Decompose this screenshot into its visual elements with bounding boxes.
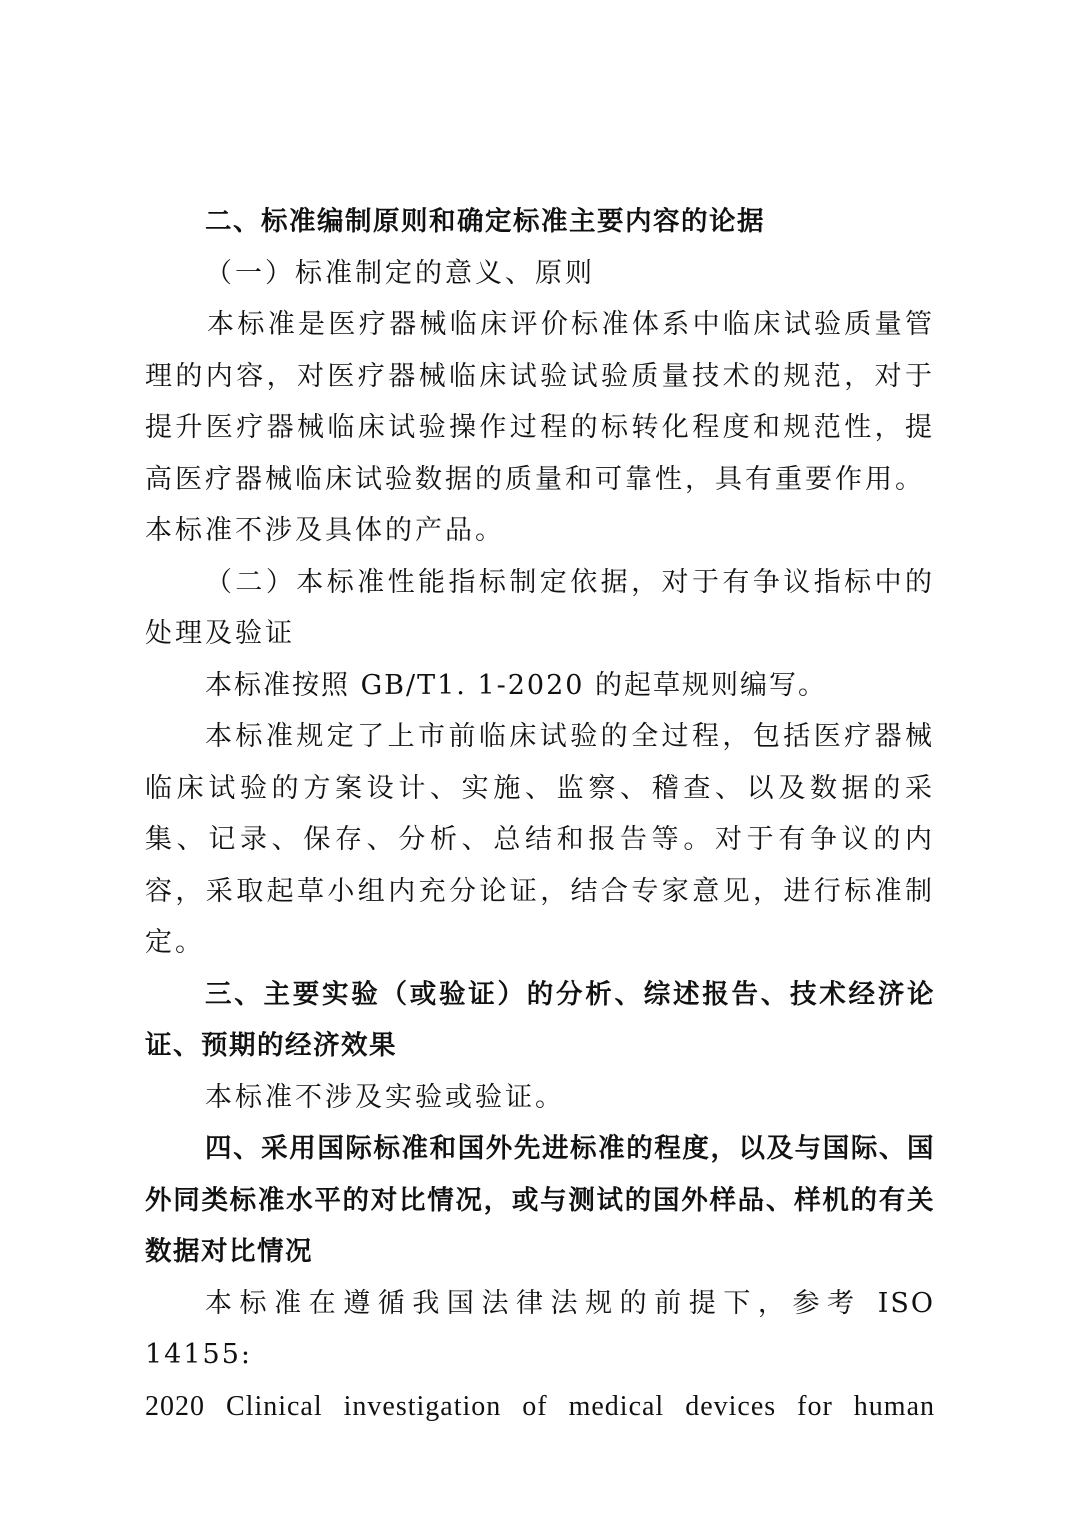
body-paragraph: 本标准规定了上市前临床试验的全过程，包括医疗器械临床试验的方案设计、实施、监察、稽查、以及数据的采集、记录、保存、分析、总结和报告等。对于有争议的内容，采取起草小组内充分论证，结合专家意见，进行标准制定。 bbox=[145, 721, 935, 958]
body-paragraph: 本标准是医疗器械临床评价标准体系中临床试验质量管理的内容，对医疗器械临床试验试验质量技术的规范，对于提升医疗器械临床试验操作过程的标转化程度和规范性，提高医疗器械临床试验数据的质量和可靠性，具有重要作用。 bbox=[145, 309, 935, 495]
body-paragraph: 本标准不涉及实验或验证。 bbox=[205, 1081, 565, 1113]
section-heading: 三、主要实验（或验证）的分析、综述报告、技术经济论证、预期的经济效果 bbox=[145, 978, 935, 1061]
section-heading: 四、采用国际标准和国外先进标准的程度，以及与国际、国外同类标准水平的对比情况，或与测试的国外样品、样机的有关数据对比情况 bbox=[145, 1133, 935, 1267]
body-paragraph-continuation: 2020 Clinical investigation of medical devices for human bbox=[145, 1390, 935, 1422]
subsection-heading: （二）本标准性能指标制定依据，对于有争议指标中的处理及验证 bbox=[145, 566, 935, 649]
body-paragraph: 本标准按照 GB/T1. 1-2020 的起草规则编写。 bbox=[205, 669, 828, 701]
document-body bbox=[145, 196, 935, 1432]
body-paragraph: 本标准在遵循我国法律法规的前提下，参考 ISO 14155: bbox=[145, 1287, 935, 1370]
section-heading: 二、标准编制原则和确定标准主要内容的论据 bbox=[205, 206, 765, 237]
subsection-heading: （一）标准制定的意义、原则 bbox=[205, 257, 595, 289]
body-paragraph: 本标准不涉及具体的产品。 bbox=[145, 515, 505, 546]
